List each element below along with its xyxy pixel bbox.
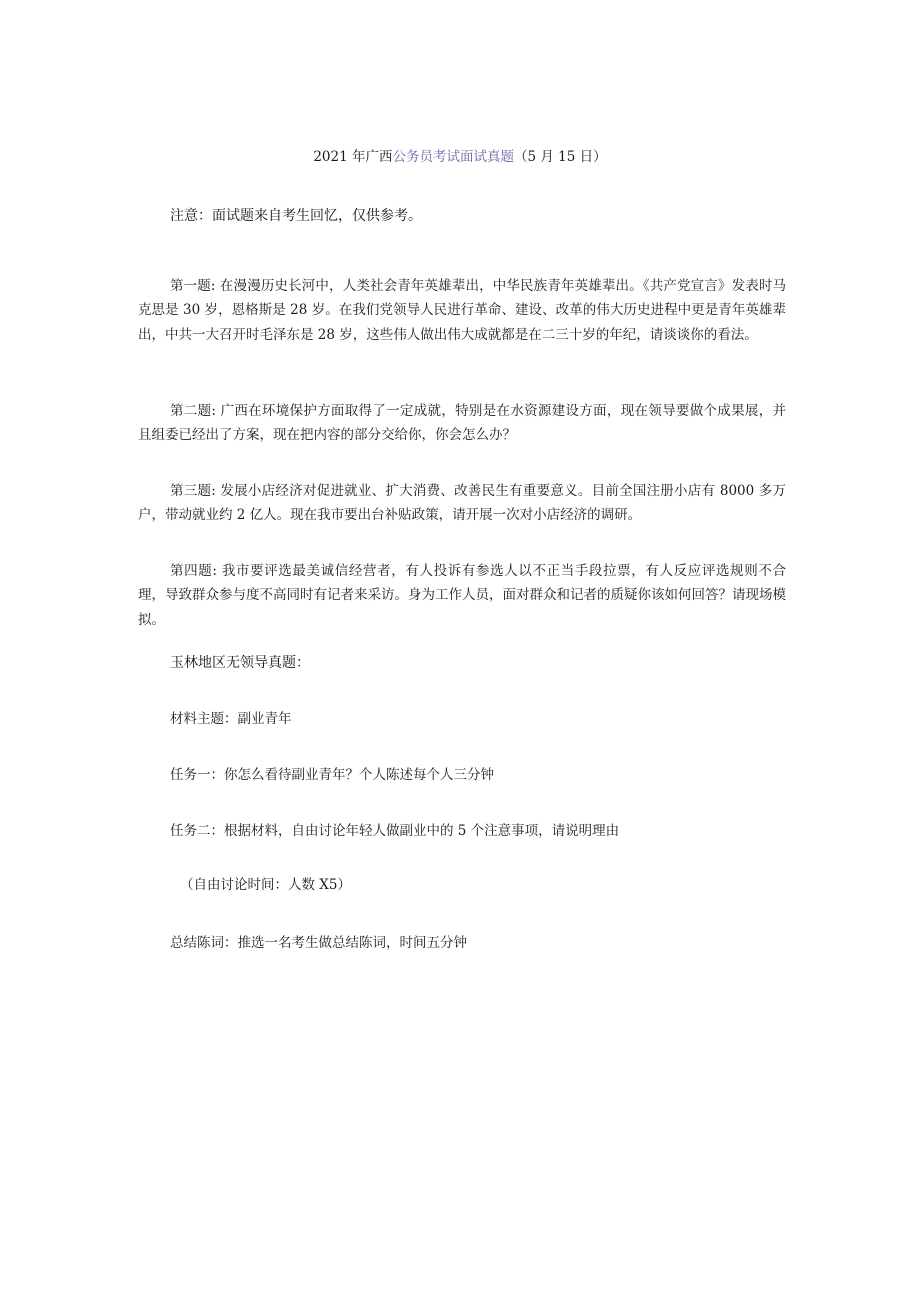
- question-4: 第四题: 我市要评选最美诚信经营者，有人投诉有参选人以不正当手段拉票，有人反应评选规则不合理，导致群众参与度不高同时有记者来采访。身为工作人员，面对群众和记者的质疑你该如何回答？请现场模拟。: [138, 562, 786, 628]
- summary-statement: 总结陈词：推选一名考生做总结陈词，时间五分钟: [170, 935, 467, 951]
- question-1: 第一题: 在漫漫历史长河中，人类社会青年英雄辈出，中华民族青年英雄辈出。《共产党宣言》发表时马克思是 30 岁，恩格斯是 28 岁。在我们党领导人民进行革命、建设、改革的伟大历史进程中更是青年英雄辈出，中共一大召开时毛泽东是 28 岁，这些伟人做出伟大成就都是在二三十岁的年纪，请谈谈你的看法。: [138, 277, 786, 343]
- material-topic: 材料主题：副业青年: [170, 711, 292, 727]
- disclaimer-note: 注意：面试题来自考生回忆，仅供参考。: [170, 208, 422, 224]
- section-heading: 玉林地区无领导真题：: [170, 655, 310, 671]
- discussion-time-note: （自由讨论时间：人数 X5）: [180, 877, 351, 893]
- task-one: 任务一：你怎么看待副业青年？个人陈述每个人三分钟: [170, 767, 494, 783]
- title-prefix: 2021 年广西: [313, 149, 393, 165]
- title-suffix: （5 月 15 日）: [514, 149, 607, 165]
- document-title: [0, 148, 920, 166]
- question-3: 第三题: 发展小店经济对促进就业、扩大消费、改善民生有重要意义。目前全国注册小店有 8000 多万户，带动就业约 2 亿人。现在我市要出台补贴政策，请开展一次对小店经济的调研。: [138, 482, 786, 523]
- title-link[interactable]: 公务员考试面试真题: [392, 149, 514, 165]
- question-2: 第二题: 广西在环境保护方面取得了一定成就，特别是在水资源建设方面，现在领导要做个成果展，并且组委已经出了方案，现在把内容的部分交给你，你会怎么办？: [138, 402, 786, 443]
- task-two: 任务二：根据材料，自由讨论年轻人做副业中的 5 个注意事项，请说明理由: [170, 823, 620, 839]
